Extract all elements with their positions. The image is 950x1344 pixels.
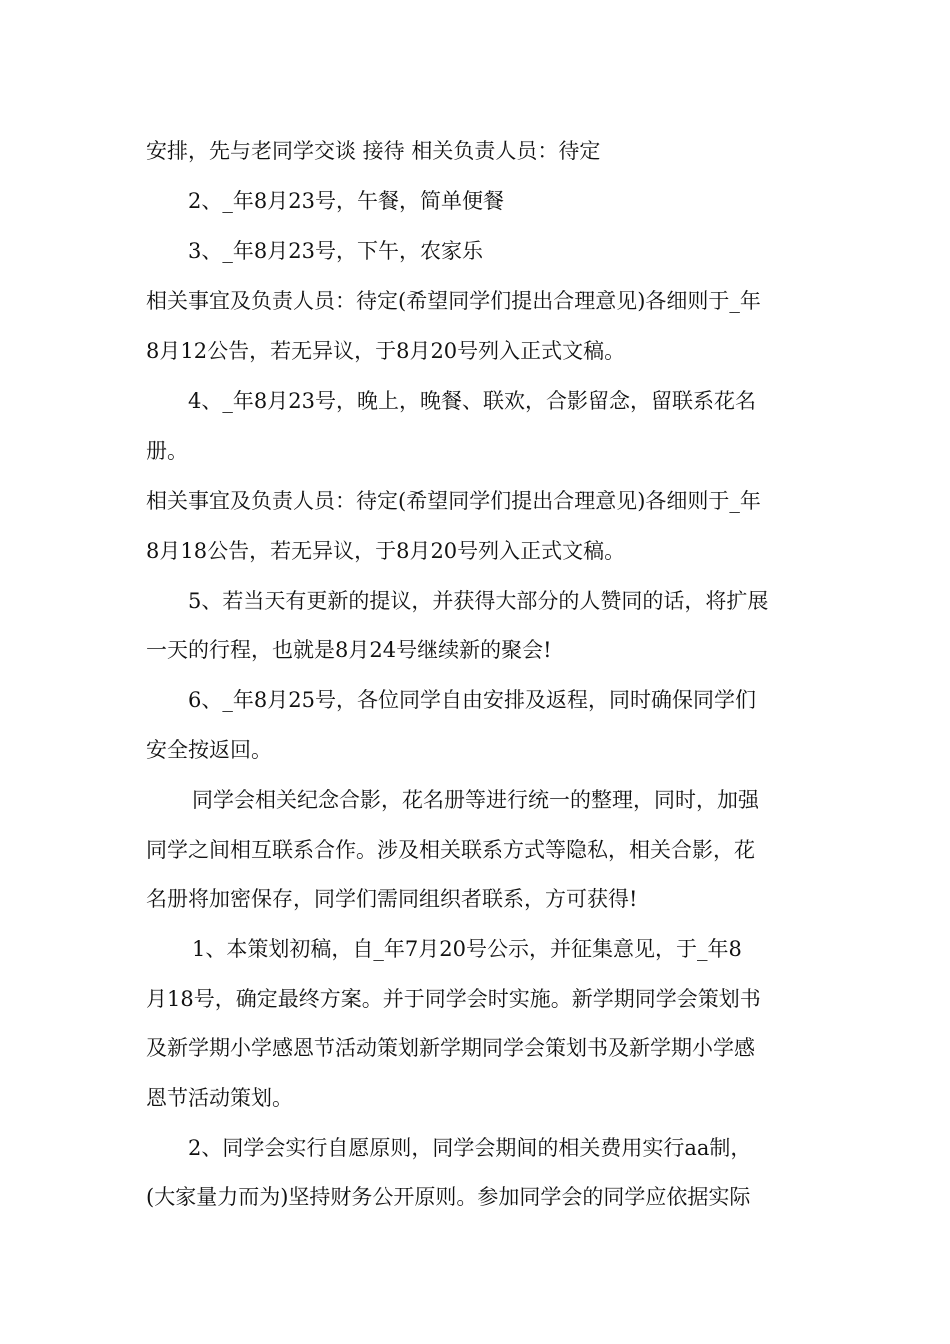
text-line: 8月12公告，若无异议，于8月20号列入正式文稿。	[146, 339, 626, 363]
text-line: 同学会相关纪念合影，花名册等进行统一的整理，同时，加强	[192, 788, 759, 812]
text-line: 2、_年8月23号，午餐，简单便餐	[188, 189, 504, 213]
text-line: 3、_年8月23号，下午，农家乐	[188, 239, 483, 263]
text-line: 4、_年8月23号，晚上，晚餐、联欢，合影留念，留联系花名	[188, 389, 756, 413]
text-line: 相关事宜及负责人员：待定(希望同学们提出合理意见)各细则于_年	[146, 289, 761, 313]
text-line: 册。	[146, 439, 188, 463]
text-line: (大家量力而为)坚持财务公开原则。参加同学会的同学应依据实际	[146, 1185, 751, 1209]
text-line: 一天的行程，也就是8月24号继续新的聚会!	[146, 638, 552, 662]
text-line: 6、_年8月25号，各位同学自由安排及返程，同时确保同学们	[188, 688, 756, 712]
text-line: 月18号，确定最终方案。并于同学会时实施。新学期同学会策划书	[146, 987, 761, 1011]
text-line: 及新学期小学感恩节活动策划新学期同学会策划书及新学期小学感	[146, 1036, 755, 1060]
text-line: 名册将加密保存，同学们需同组织者联系，方可获得!	[146, 887, 638, 911]
text-line: 8月18公告，若无异议，于8月20号列入正式文稿。	[146, 539, 626, 563]
text-line: 1、本策划初稿，自_年7月20号公示，并征集意见，于_年8	[192, 937, 742, 961]
text-line: 相关事宜及负责人员：待定(希望同学们提出合理意见)各细则于_年	[146, 489, 761, 513]
text-line: 2、同学会实行自愿原则，同学会期间的相关费用实行aa制，	[188, 1136, 752, 1160]
text-line: 同学之间相互联系合作。涉及相关联系方式等隐私，相关合影，花	[146, 838, 755, 862]
text-line: 恩节活动策划。	[146, 1086, 293, 1110]
text-line: 安排，先与老同学交谈 接待 相关负责人员：待定	[146, 139, 601, 163]
text-line: 安全按返回。	[146, 738, 272, 762]
text-line: 5、若当天有更新的提议，并获得大部分的人赞同的话，将扩展	[188, 589, 769, 613]
